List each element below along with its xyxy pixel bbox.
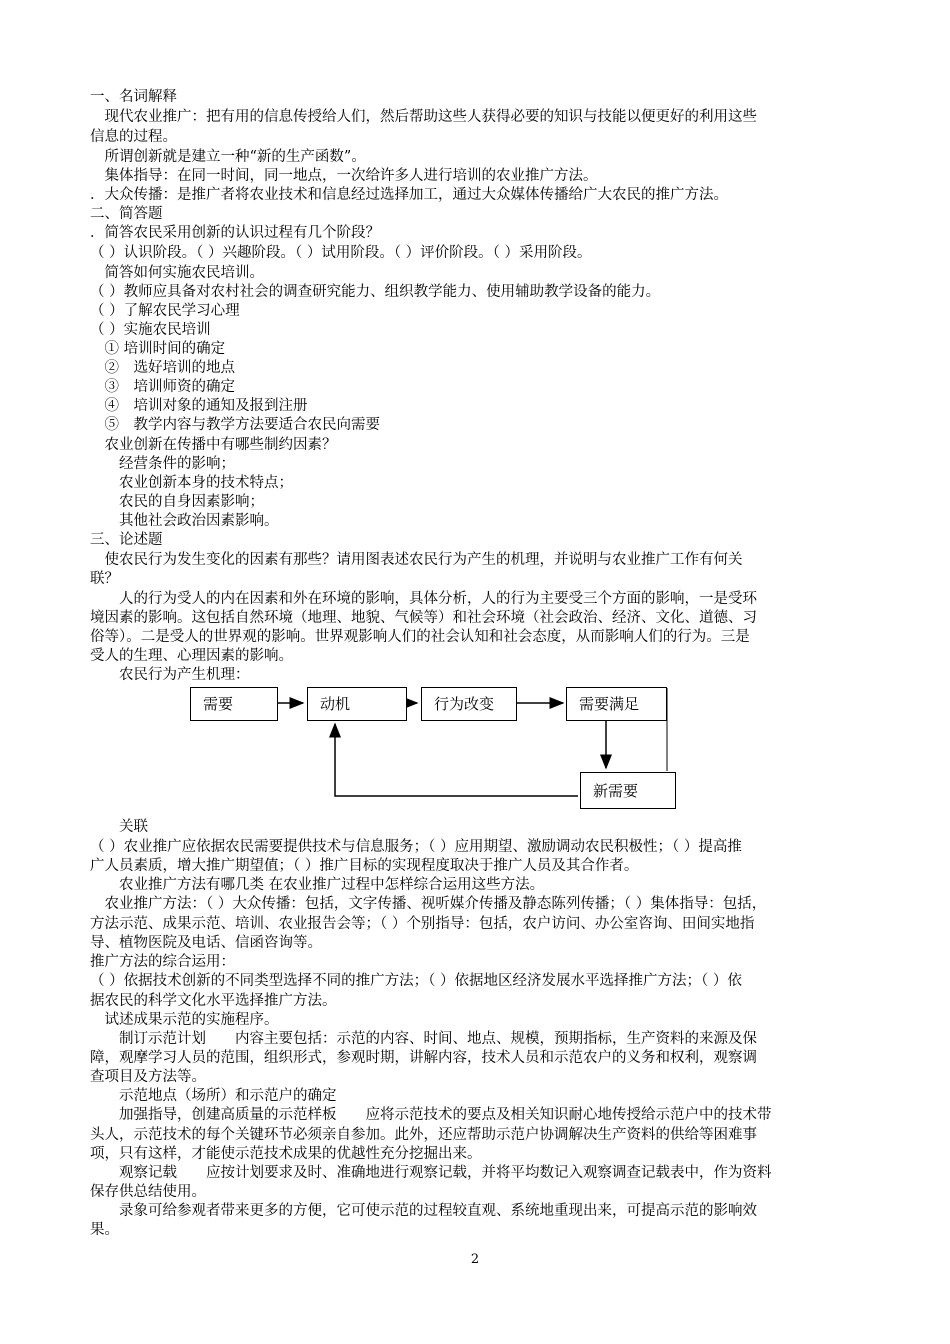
arrow-new-need-loop	[335, 724, 578, 796]
text-line: 查项目及方法等。	[90, 1069, 206, 1085]
list-item: ② 选好培训的地点	[90, 360, 235, 376]
list-item: ④ 培训对象的通知及报到注册	[90, 398, 308, 414]
text-line: 信息的过程。	[90, 129, 177, 145]
text-line: 农业创新本身的技术特点；	[90, 475, 293, 491]
text-line: （ ）依据技术创新的不同类型选择不同的推广方法；（ ）依据地区经济发展水平选择推广方法；（ ）依	[90, 973, 742, 989]
text-line: 农业推广方法：（ ）大众传播：包括，文字传播、视听媒介传播及静态陈列传播；（ ）集体指导：包括，	[90, 896, 767, 912]
text-line: 关联	[90, 819, 148, 835]
text-line: ．简答农民采用创新的认识过程有几个阶段？	[90, 225, 380, 241]
text-line: （ ）实施农民培训	[90, 322, 211, 338]
diagram-box-need-satisfied: 需要满足	[566, 687, 667, 721]
text-line: 农业推广方法有哪几类 在农业推广过程中怎样综合运用这些方法。	[90, 877, 545, 893]
text-line: 推广方法的综合运用：	[90, 954, 235, 970]
text-line: 导、植物医院及电话、信函咨询等。	[90, 935, 322, 951]
text-line: 受人的生理、心理因素的影响。	[90, 648, 293, 664]
text-line: 简答如何实施农民培训。	[90, 265, 264, 281]
text-line: 经营条件的影响；	[90, 456, 235, 472]
page-number: 2	[470, 1252, 480, 1267]
diagram-box-behavior-change: 行为改变	[421, 687, 517, 721]
text-line: 项，只有这样，才能使示范技术成果的优越性充分挖掘出来。	[90, 1146, 482, 1162]
diagram-box-motive: 动机	[307, 687, 407, 721]
diagram-box-new-need: 新需要	[580, 772, 676, 809]
text-line: 果。	[90, 1222, 119, 1238]
list-item: ⑤ 教学内容与教学方法要适合农民向需要	[90, 417, 380, 433]
text-line: 农民的自身因素影响；	[90, 494, 264, 510]
text-line: 其他社会政治因素影响。	[90, 513, 279, 529]
list-item: ③ 培训师资的确定	[90, 379, 235, 395]
text-line: 试述成果示范的实施程序。	[90, 1012, 279, 1028]
text-line: 保存供总结使用。	[90, 1184, 206, 1200]
text-line: 障，观摩学习人员的范围，组织形式，参观时期，讲解内容，技术人员和示范农户的义务和权利，观察调	[90, 1050, 757, 1066]
text-line: 头人，示范技术的每个关键环节必须亲自参加。此外，还应帮助示范户协调解决生产资料的供给等困难事	[90, 1127, 757, 1143]
section-heading-1: 一、名词解释	[90, 89, 177, 105]
text-line: 方法示范、成果示范、培训、农业报告会等；（ ）个别指导：包括，农户访问、办公室咨询、田间实地指	[90, 916, 755, 932]
text-line: 示范地点（场所）和示范户的确定	[90, 1088, 337, 1104]
text-line: 现代农业推广：把有用的信息传授给人们，然后帮助这些人获得必要的知识与技能以便更好的利用这些	[90, 109, 757, 125]
text-line: （ ）了解农民学习心理	[90, 303, 240, 319]
text-line: （ ）农业推广应依据农民需要提供技术与信息服务；（ ）应用期望、激励调动农民积极性；（ ）提高推	[90, 839, 742, 855]
text-line: （ ）认识阶段。（ ）兴趣阶段。（ ）试用阶段。（ ）评价阶段。（ ）采用阶段。	[90, 245, 592, 261]
text-line: 使农民行为发生变化的因素有那些？请用图表述农民行为产生的机理，并说明与农业推广工作有何关	[90, 552, 743, 568]
text-line: 加强指导，创建高质量的示范样板 应将示范技术的要点及相关知识耐心地传授给示范户中的技术带	[90, 1107, 772, 1123]
text-line: 据农民的科学文化水平选择推广方法。	[90, 993, 337, 1009]
text-line: 集体指导：在同一时间，同一地点，一次给许多人进行培训的农业推广方法。	[90, 168, 598, 184]
text-line: 录象可给参观者带来更多的方便，它可使示范的过程较直观、系统地重现出来，可提高示范的影响效	[90, 1203, 757, 1219]
text-line: （ ）教师应具备对农村社会的调查研究能力、组织教学能力、使用辅助教学设备的能力。	[90, 284, 661, 300]
section-heading-3: 三、论述题	[90, 532, 163, 548]
text-line: 制订示范计划 内容主要包括：示范的内容、时间、地点、规模，预期指标，生产资料的来源及保	[90, 1031, 757, 1047]
text-line: 联？	[90, 571, 119, 587]
list-item: ① 培训时间的确定	[90, 341, 226, 357]
text-line: ．大众传播：是推广者将农业技术和信息经过选择加工，通过大众媒体传播给广大农民的推广方法。	[90, 187, 728, 203]
text-line: 所谓创新就是建立一种“新的生产函数”。	[90, 149, 366, 165]
diagram-box-need: 需要	[190, 687, 278, 721]
text-line: 广人员素质，增大推广期望值；（ ）推广目标的实现程度取决于推广人员及其合作者。	[90, 858, 639, 874]
text-line: 农业创新在传播中有哪些制约因素？	[90, 437, 337, 453]
text-line: 俗等）。二是受人的世界观的影响。世界观影响人们的社会认知和社会态度，从而影响人们的行为。三是	[90, 629, 750, 645]
text-line: 人的行为受人的内在因素和外在环境的影响，具体分析，人的行为主要受三个方面的影响，一是受环	[90, 591, 757, 607]
diagram-caption: 农民行为产生机理：	[90, 667, 250, 683]
section-heading-2: 二、简答题	[90, 206, 163, 222]
text-line: 境因素的影响。这包括自然环境（地理、地貌、气候等）和社会环境（社会政治、经济、文化、道德、习	[90, 610, 757, 626]
text-line: 观察记载 应按计划要求及时、准确地进行观察记载，并将平均数记入观察调查记载表中，作为资料	[90, 1165, 772, 1181]
